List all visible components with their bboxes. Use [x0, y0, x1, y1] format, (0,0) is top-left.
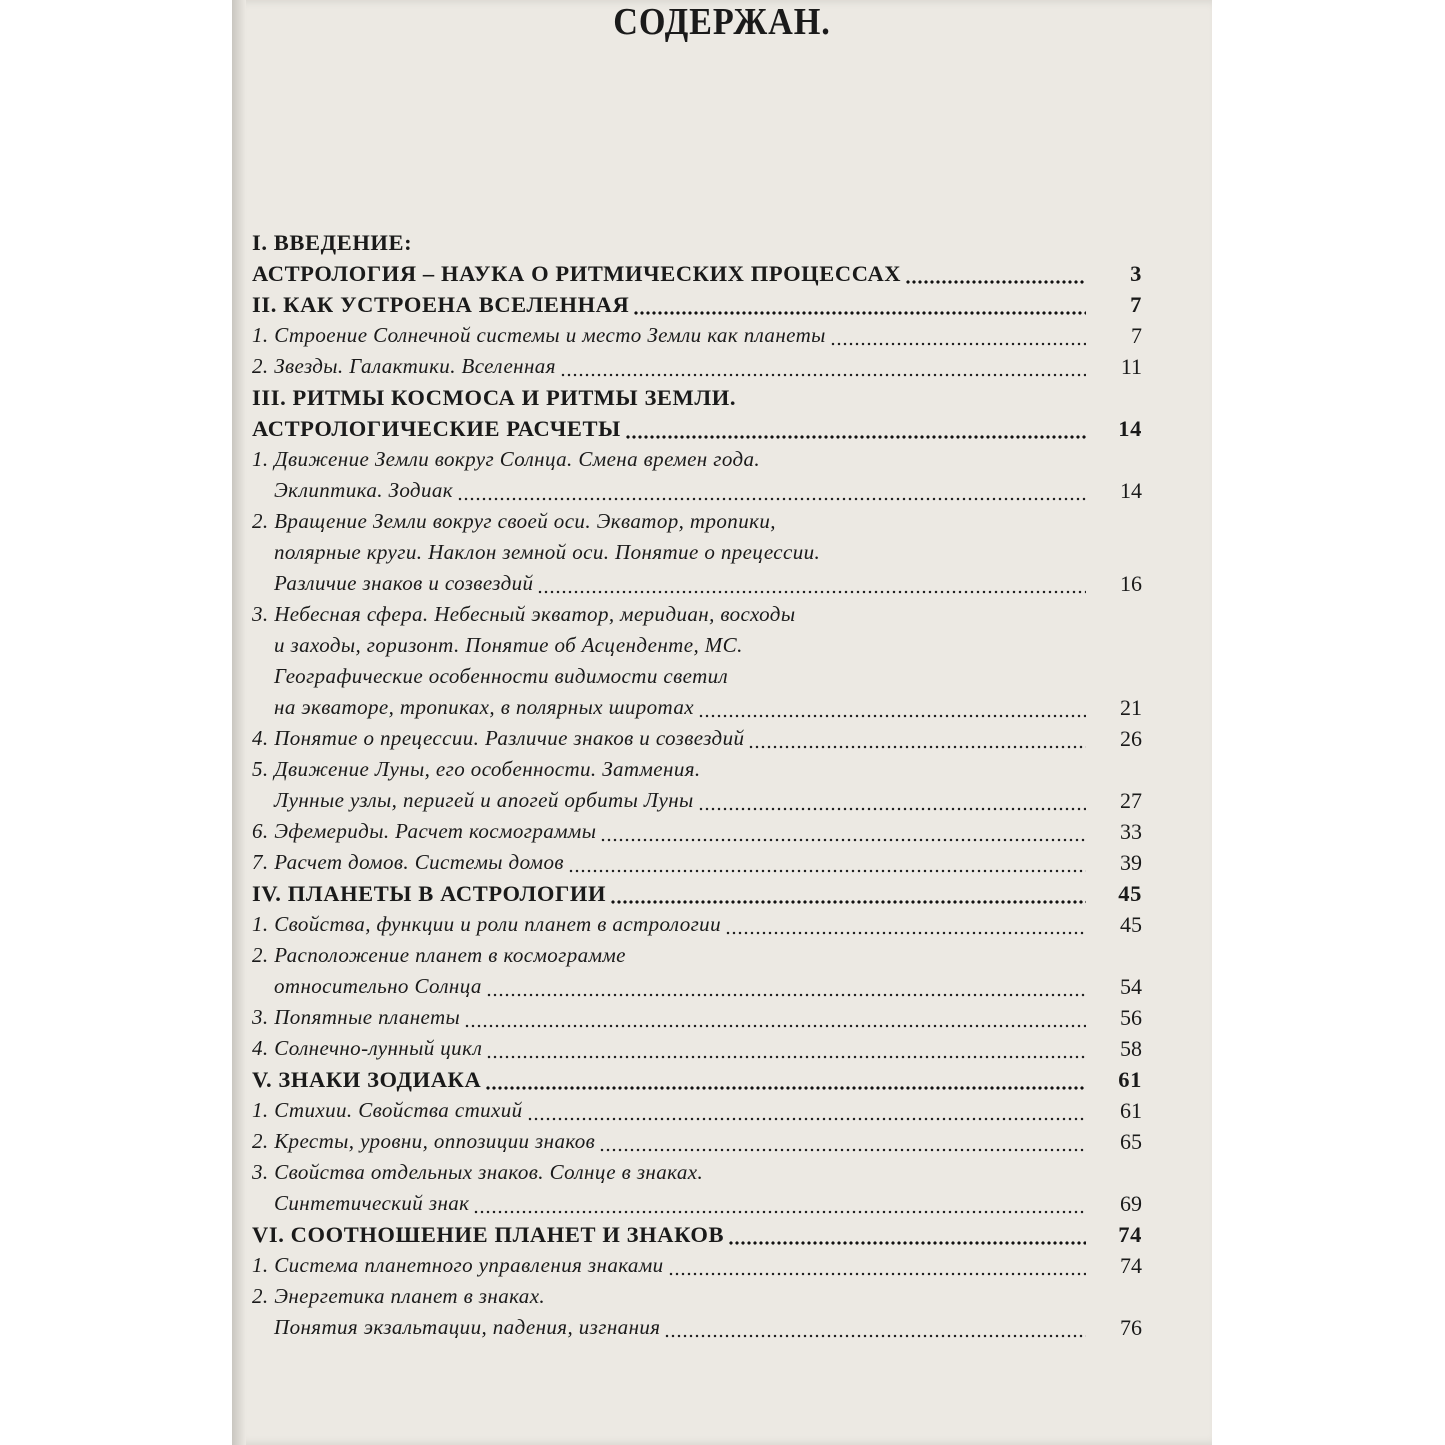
toc-entry-text: Различие знаков и созвездий [274, 571, 534, 595]
toc-page-number: 61 [1118, 1067, 1142, 1092]
toc-section [252, 754, 1142, 816]
toc-entry-text: V. ЗНАКИ ЗОДИАКА [252, 1067, 482, 1092]
page-gutter [232, 0, 246, 1445]
toc-line [252, 568, 1142, 599]
toc-entry-text: Географические особенности видимости светил [274, 664, 729, 688]
toc-entry-text: 1. Строение Солнечной системы и место Земли как планеты [252, 323, 826, 347]
dot-leader [473, 1188, 1086, 1219]
toc-line [252, 537, 1142, 568]
dot-leader [905, 258, 1086, 289]
toc-line [252, 785, 1142, 816]
toc-line [252, 847, 1142, 878]
dot-leader [600, 816, 1086, 847]
toc-entry-text: VI. СООТНОШЕНИЕ ПЛАНЕТ И ЗНАКОВ [252, 1222, 725, 1247]
toc-page-number: 74 [1120, 1253, 1142, 1278]
toc-section [252, 1033, 1142, 1064]
dot-leader [610, 878, 1086, 909]
toc-page-number: 65 [1120, 1129, 1142, 1154]
toc-page-number: 7 [1131, 323, 1142, 348]
toc-section [252, 320, 1142, 351]
toc-entry-text: и заходы, горизонт. Понятие об Асценденте, МС. [274, 633, 743, 657]
toc-line [252, 599, 1142, 630]
dot-leader [486, 1033, 1086, 1064]
toc-page-number: 39 [1120, 850, 1142, 875]
toc-entry-text: 3. Небесная сфера. Небесный экватор, меридиан, восходы [252, 602, 796, 626]
toc-section [252, 444, 1142, 506]
dot-leader [560, 351, 1086, 382]
toc-line [252, 444, 1142, 475]
toc-entry-text: 1. Система планетного управления знаками [252, 1253, 664, 1277]
toc-entry-text: 6. Эфемериды. Расчет космограммы [252, 819, 597, 843]
dot-leader [664, 1312, 1086, 1343]
dot-leader [486, 971, 1086, 1002]
toc-section [252, 1250, 1142, 1281]
toc-line [252, 506, 1142, 537]
toc-line [252, 1157, 1142, 1188]
toc-entry-text: относительно Солнца [274, 974, 482, 998]
toc-entry-text: 4. Солнечно-лунный цикл [252, 1036, 483, 1060]
toc-line [252, 1095, 1142, 1126]
dot-leader [568, 847, 1086, 878]
toc-line [252, 661, 1142, 692]
toc-entry-text: II. КАК УСТРОЕНА ВСЕЛЕННАЯ [252, 292, 630, 317]
toc-line [252, 909, 1142, 940]
toc-entry-text: 2. Звезды. Галактики. Вселенная [252, 354, 556, 378]
toc-entry-text: Синтетический знак [274, 1191, 470, 1215]
toc-page-number: 33 [1120, 819, 1142, 844]
toc-entry-text: 1. Свойства, функции и роли планет в астрологии [252, 912, 721, 936]
toc-page-number: 61 [1120, 1098, 1142, 1123]
dot-leader [485, 1064, 1086, 1095]
toc-line [252, 1033, 1142, 1064]
toc-entry-text: Понятия экзальтации, падения, изгнания [274, 1315, 661, 1339]
toc-section [252, 723, 1142, 754]
dot-leader [748, 723, 1086, 754]
toc-page-number: 45 [1118, 881, 1142, 906]
toc-line [252, 723, 1142, 754]
toc-entry-text: 1. Стихии. Свойства стихий [252, 1098, 523, 1122]
toc-line [252, 1064, 1142, 1095]
toc-page-number: 16 [1120, 571, 1142, 596]
toc-page-number: 76 [1120, 1315, 1142, 1340]
toc-line [252, 289, 1142, 320]
toc-line [252, 320, 1142, 351]
toc-section [252, 1126, 1142, 1157]
dot-leader [698, 692, 1086, 723]
page-title: СОДЕРЖАН. [613, 1, 831, 43]
toc-entry-text: 3. Свойства отдельных знаков. Солнце в знаках. [252, 1160, 704, 1184]
toc-entry-text: 3. Попятные планеты [252, 1005, 461, 1029]
dot-leader [728, 1219, 1086, 1250]
dot-leader [599, 1126, 1086, 1157]
toc-page-number: 21 [1120, 695, 1142, 720]
toc-line [252, 1126, 1142, 1157]
toc-entry-text: Лунные узлы, перигей и апогей орбиты Луны [274, 788, 694, 812]
toc-section [252, 1281, 1142, 1343]
toc-section [252, 847, 1142, 878]
toc-page-number: 74 [1118, 1222, 1142, 1247]
toc-entry-text: 1. Движение Земли вокруг Солнца. Смена времен года. [252, 447, 761, 471]
toc-line [252, 1219, 1142, 1250]
dot-leader [698, 785, 1086, 816]
toc-chapter [252, 878, 1142, 909]
toc-section [252, 1002, 1142, 1033]
toc-entry-text: АСТРОЛОГИЧЕСКИЕ РАСЧЕТЫ [252, 416, 621, 441]
toc-page-number: 69 [1120, 1191, 1142, 1216]
toc-entry-text: АСТРОЛОГИЯ – НАУКА О РИТМИЧЕСКИХ ПРОЦЕССАХ [252, 261, 902, 286]
toc-entry-text: 4. Понятие о прецессии. Различие знаков и созвездий [252, 726, 745, 750]
toc-line [252, 754, 1142, 785]
toc-line [252, 816, 1142, 847]
toc-entry-text: 2. Энергетика планет в знаках. [252, 1284, 546, 1308]
toc-entry-text: на экваторе, тропиках, в полярных широтах [274, 695, 694, 719]
toc-line [252, 692, 1142, 723]
toc-chapter [252, 1219, 1142, 1250]
dot-leader [457, 475, 1086, 506]
toc-page-number: 11 [1120, 354, 1142, 379]
toc-entry-text: 2. Вращение Земли вокруг своей оси. Экватор, тропики, [252, 509, 776, 533]
toc-entry-text: III. РИТМЫ КОСМОСА И РИТМЫ ЗЕМЛИ. [252, 385, 737, 410]
toc-page-number: 56 [1120, 1005, 1142, 1030]
toc-entry-text: 7. Расчет домов. Системы домов [252, 850, 564, 874]
toc-line [252, 351, 1142, 382]
toc-line [252, 971, 1142, 1002]
toc-line [252, 1281, 1142, 1312]
toc-page-number: 7 [1130, 292, 1142, 317]
toc-page-number: 27 [1120, 788, 1142, 813]
toc-line [252, 630, 1142, 661]
toc-entry-text: 2. Расположение планет в космограмме [252, 943, 626, 967]
dot-leader [830, 320, 1086, 351]
toc-page-number: 45 [1120, 912, 1142, 937]
toc-section [252, 599, 1142, 723]
dot-leader [725, 909, 1086, 940]
toc-section [252, 351, 1142, 382]
toc-section [252, 506, 1142, 599]
toc-entry-text: 5. Движение Луны, его особенности. Затмения. [252, 757, 701, 781]
toc-page-number: 54 [1120, 974, 1142, 999]
dot-leader [464, 1002, 1086, 1033]
toc-entry-text: Эклиптика. Зодиак [274, 478, 453, 502]
dot-leader [633, 289, 1086, 320]
toc-chapter [252, 289, 1142, 320]
toc-page-number: 26 [1120, 726, 1142, 751]
toc-page-number: 14 [1120, 478, 1142, 503]
toc-line [252, 382, 1142, 413]
table-of-contents [252, 227, 1142, 1343]
toc-page-number: 3 [1130, 261, 1142, 286]
toc-line [252, 413, 1142, 444]
toc-line [252, 227, 1142, 258]
toc-section [252, 1157, 1142, 1219]
toc-section [252, 816, 1142, 847]
toc-entry-text: 2. Кресты, уровни, оппозиции знаков [252, 1129, 596, 1153]
toc-chapter [252, 1064, 1142, 1095]
toc-line [252, 1188, 1142, 1219]
toc-section [252, 909, 1142, 940]
dot-leader [625, 413, 1086, 444]
toc-line [252, 258, 1142, 289]
toc-line [252, 940, 1142, 971]
dot-leader [527, 1095, 1086, 1126]
toc-page-number: 14 [1118, 416, 1142, 441]
toc-section [252, 940, 1142, 1002]
toc-entry-text: I. ВВЕДЕНИЕ: [252, 230, 413, 255]
toc-line [252, 1002, 1142, 1033]
dot-leader [537, 568, 1086, 599]
toc-line [252, 878, 1142, 909]
toc-section [252, 1095, 1142, 1126]
toc-entry-text: полярные круги. Наклон земной оси. Понятие о прецессии. [274, 540, 821, 564]
toc-line [252, 475, 1142, 506]
dot-leader [668, 1250, 1086, 1281]
toc-line [252, 1312, 1142, 1343]
toc-line [252, 1250, 1142, 1281]
toc-page-number: 58 [1120, 1036, 1142, 1061]
toc-entry-text: IV. ПЛАНЕТЫ В АСТРОЛОГИИ [252, 881, 607, 906]
toc-chapter [252, 382, 1142, 444]
toc-chapter [252, 227, 1142, 289]
